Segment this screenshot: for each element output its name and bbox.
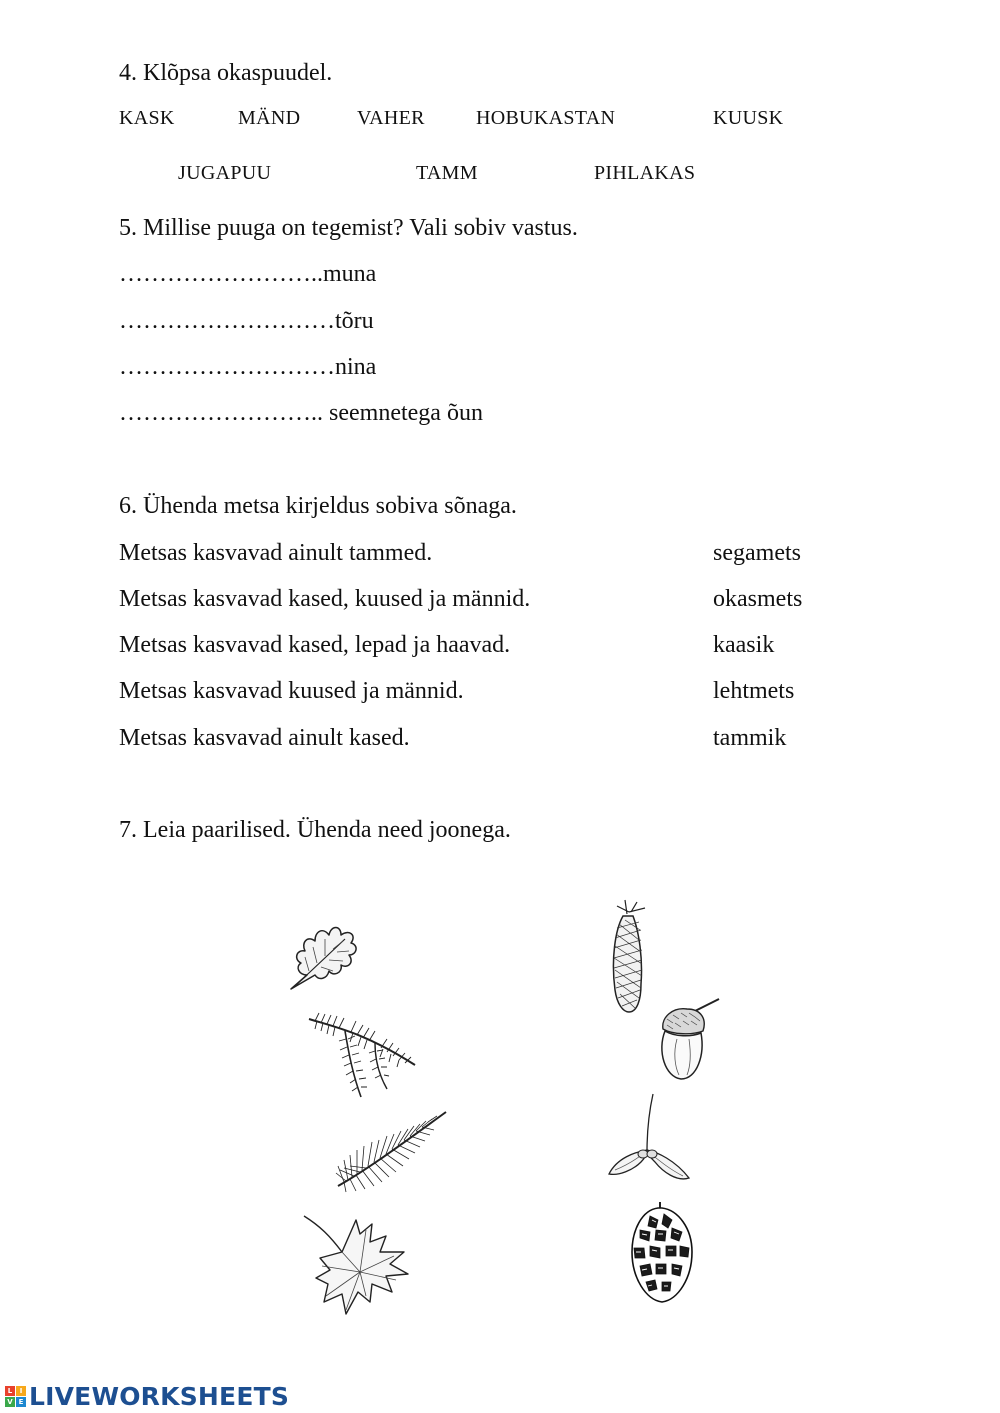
task4-heading: 4. Klõpsa okaspuudel. (119, 60, 333, 86)
pine-branch-icon[interactable] (330, 1108, 450, 1193)
task5-blank-toru[interactable]: ………………………tõru (119, 308, 374, 334)
word-tamm[interactable]: TAMM (416, 162, 478, 184)
acorn-icon[interactable] (655, 995, 725, 1083)
word-pihlakas[interactable]: PIHLAKAS (594, 162, 696, 184)
maple-seed-icon[interactable] (605, 1092, 695, 1187)
task6-option[interactable]: lehtmets (713, 678, 795, 704)
spruce-branch-icon[interactable] (305, 1005, 425, 1100)
liveworksheets-logo[interactable] (5, 1381, 289, 1411)
oak-leaf-icon[interactable] (285, 905, 365, 995)
word-hobukastan[interactable]: HOBUKASTAN (476, 107, 616, 129)
logo-block: E (16, 1397, 26, 1407)
word-vaher[interactable]: VAHER (357, 107, 425, 129)
task6-option[interactable]: segamets (713, 540, 801, 566)
task7-heading: 7. Leia paarilised. Ühenda need joonega. (119, 817, 511, 843)
word-kuusk[interactable]: KUUSK (713, 107, 784, 129)
pine-cone-icon[interactable] (628, 1200, 698, 1305)
task6-option[interactable]: kaasik (713, 632, 775, 658)
task6-description[interactable]: Metsas kasvavad ainult kased. (119, 725, 410, 751)
logo-block: V (5, 1397, 15, 1407)
task6-description[interactable]: Metsas kasvavad ainult tammed. (119, 540, 433, 566)
task6-description[interactable]: Metsas kasvavad kased, kuused ja männid. (119, 586, 531, 612)
task6-heading: 6. Ühenda metsa kirjeldus sobiva sõnaga. (119, 493, 517, 519)
word-mand[interactable]: MÄND (238, 107, 301, 129)
maple-leaf-icon[interactable] (300, 1212, 415, 1317)
logo-block: I (16, 1386, 26, 1396)
logo-blocks (5, 1386, 26, 1407)
task6-option[interactable]: tammik (713, 725, 787, 751)
task5-blank-oun[interactable]: …………………….. seemnetega õun (119, 400, 483, 426)
logo-text: LIVEWORKSHEETS (29, 1381, 290, 1411)
task5-heading: 5. Millise puuga on tegemist? Vali sobiv vastus. (119, 215, 578, 241)
spruce-cone-icon[interactable] (605, 900, 660, 1015)
word-jugapuu[interactable]: JUGAPUU (178, 162, 272, 184)
task6-option[interactable]: okasmets (713, 586, 803, 612)
task6-description[interactable]: Metsas kasvavad kased, lepad ja haavad. (119, 632, 511, 658)
task6-description[interactable]: Metsas kasvavad kuused ja männid. (119, 678, 464, 704)
task5-blank-muna[interactable]: ……………………..muna (119, 261, 377, 287)
word-kask[interactable]: KASK (119, 107, 175, 129)
task5-blank-nina[interactable]: ………………………nina (119, 354, 377, 380)
logo-block: L (5, 1386, 15, 1396)
